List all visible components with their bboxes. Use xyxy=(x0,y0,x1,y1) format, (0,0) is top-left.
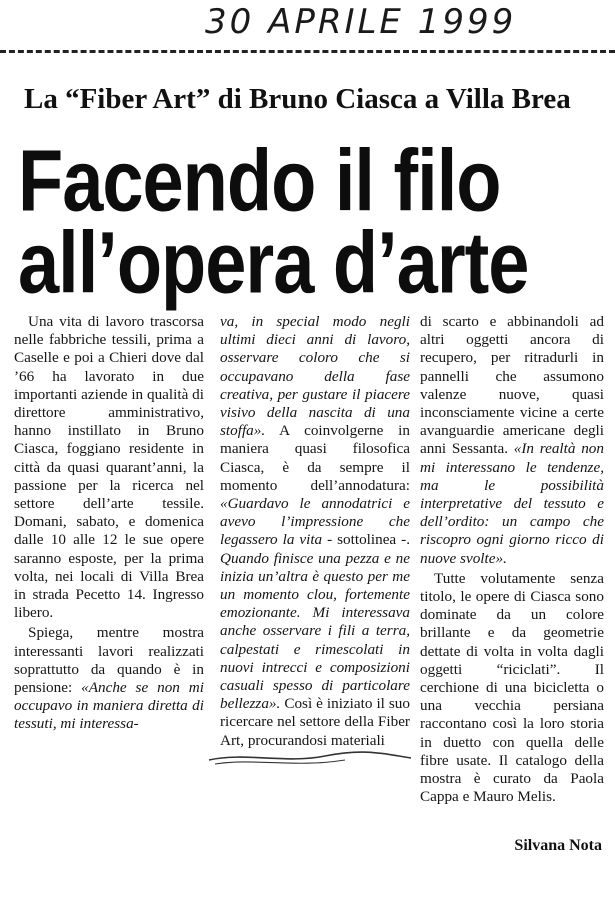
text-run: di scarto e abbinandoli ad altri oggetti ancora di recupero, per ritradurli in pannelli che assumono valenze nuove, quasi inconsciamente vicine a certe avanguardie americane degli anni Sessanta. xyxy=(420,313,604,458)
article-column-2 xyxy=(220,313,410,750)
text-run: Spiega, mentre mostra interessanti lavori realizzati soprattutto da quando è in pensione: xyxy=(14,624,204,697)
pen-underline-mark xyxy=(205,742,415,772)
headline-line-1: Facendo il filo xyxy=(18,131,501,230)
paragraph xyxy=(220,313,410,750)
paragraph xyxy=(14,624,204,733)
paragraph: Una vita di lavoro trascorsa nelle fabbriche tessili, prima a Caselle e poi a Chieri dove dal ’66 ha lavorato in due importanti aziende in qualità di direttore amministrativo, hanno instillato in Bruno Ciasca, foggiano residente in città da quasi quarant’anni, la passione per la ricerca nel settore dell’arte tessile. Domani, sabato, e domenica dalle 10 alle 12 le sue opere saranno esposte, per la prima volta, nei locali di Villa Brea in strada Pecetto 14. Ingresso libero. xyxy=(14,313,204,622)
text-run: Così è iniziato il suo ricercare nel settore della Fiber Art, procurandosi materiali xyxy=(220,695,410,749)
headline-line-2: all’opera d’arte xyxy=(18,213,529,312)
article-kicker: La “Fiber Art” di Bruno Ciasca a Villa Brea xyxy=(24,83,571,115)
quote-run: «Anche se non mi occupavo in maniera diretta di tessuti, mi interessa- xyxy=(14,679,204,733)
quote-run: «In realtà non mi interessano le tendenze, ma le possibilità interpretative del tessuto e dell’ordito: un campo che riscopro ogni giorno ricco di nuove svolte». xyxy=(420,440,604,567)
quote-run: Quando finisce una pezza e ne inizia un’altra è questo per me un momento clou, fortemente emozionante. Mi interessava anche osservare i fili a terra, calpestati e rimescolati in nuovi intrecci e composizioni casuali spesso di particolare bellezza». xyxy=(220,549,410,713)
author-byline: Silvana Nota xyxy=(514,837,602,854)
quote-run: va, in special modo negli ultimi dieci anni di lavoro, osservare coloro che si occupavano della fase creativa, per gustare il piacere visivo della nascita di una stoffa». xyxy=(220,313,410,440)
handwritten-date: 30 APRILE 1999 xyxy=(205,2,517,42)
paragraph xyxy=(420,313,604,568)
quote-run: «Guardavo le annodatrici e avevo l’impressione che legassero la vita xyxy=(220,495,410,549)
article-column-3 xyxy=(420,313,604,806)
article-column-1 xyxy=(14,313,204,734)
text-run: A coinvolgerne in maniera quasi filosofica Ciasca, è da sempre il momento dell’annodatura: xyxy=(220,422,410,494)
paragraph: Tutte volutamente senza titolo, le opere di Ciasca sono dominate da un colore brillante e da geometrie dettate di volta in volta dagli oggetti “riciclati”. Il cerchione di una bicicletta o una vecchia persiana raccontano così la loro storia in duetto con quella delle fibre usate. Il catalogo della mostra è curato da Paola Cappa e Mauro Melis. xyxy=(420,569,604,806)
text-run: - sottolinea -. xyxy=(322,531,410,549)
cut-line-divider xyxy=(0,50,615,53)
